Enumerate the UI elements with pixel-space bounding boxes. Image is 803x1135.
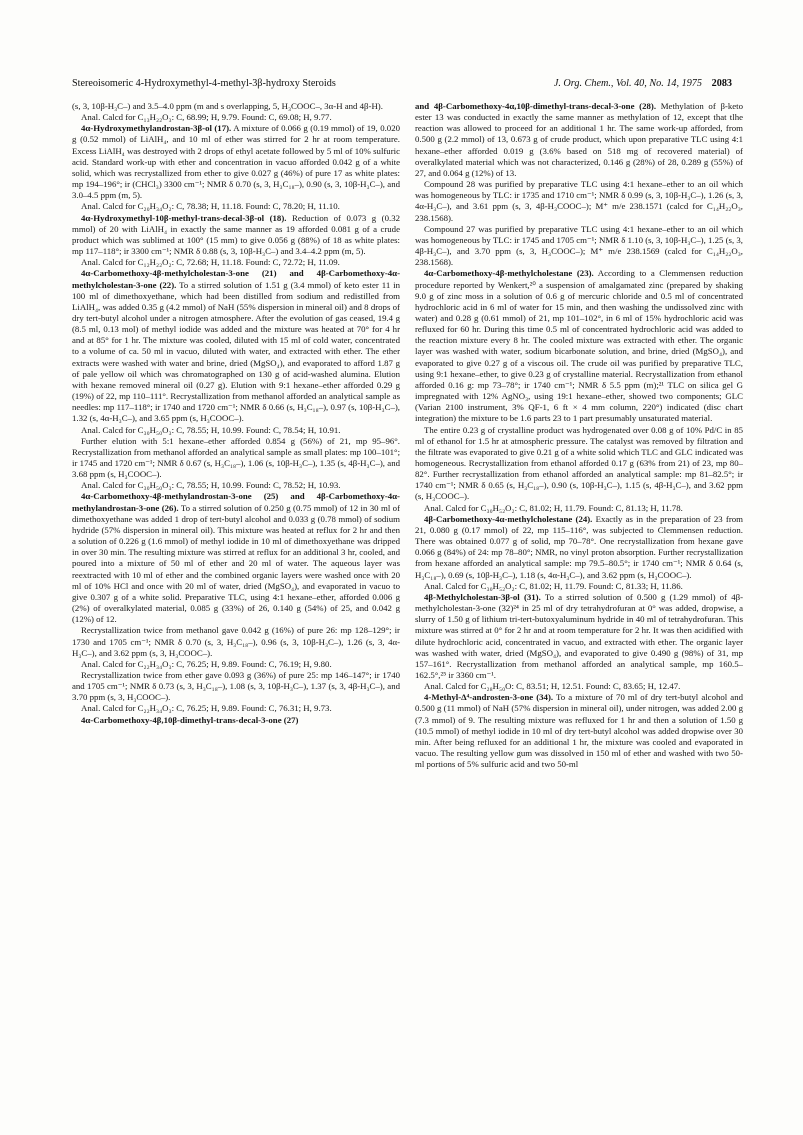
body-paragraph: [415, 681, 743, 692]
paragraph-text: To a stirred solution of 0.250 g (0.75 mmol) of 12 in 30 ml of dimethoxyethane was added 1 drop of tert-butyl alcohol and 0.033 g (0.78 mmol) of sodium hydride (57% dispersion in mineral oil). This mixture was heated at reflux for 2 hr and then a solution of 0.226 g (1.6 mmol) of methyl iodide in 10 ml of dimethoxyethane was dripped in over 30 min. The resulting mixture was stirred at reflux for an additional 3 hr, cooled, and poured into a mixture of 50 ml of ether and 20 ml of water. The aqueous layer was reextracted with 10 ml of ether and the combined organic layers were washed once with 20 ml of 10% HCl and once with 20 ml of water, dried (MgSO₄), and evaporated in vacuo to give 0.307 g of a white solid. Preparative TLC, using 4:1 hexane–ether, afforded 0.006 g (2%) of overalkylated material, 0.085 g (33%) of 26, 0.140 g (54%) of 25, and 0.042 g (12%) of 12.: [72, 502, 400, 625]
section-paragraph: [415, 592, 743, 681]
body-paragraph: [415, 179, 743, 224]
paragraph-text: To a stirred solution of 1.51 g (3.4 mmol) of keto ester 11 in 100 ml of dimethoxyethane, which had been distilled from sodium and redistilled from LiAlH₄, was added 0.35 g (4.2 mmol) of NaH (55% dispersion in mineral oil) and 8 drops of dry tert-butyl alcohol under a nitrogen atmosphere. After the evolution of gas ceased, 19.4 g (8.5 ml, 0.13 mol) of methyl iodide was added and the mixture was heated at 70° for 4 hr and at 85° for 1 hr. The mixture was cooled, diluted with 15 ml of cold water, concentrated to a volume of ca. 50 ml in vacuo, diluted with water, and extracted with ether. The ether extracts were washed with water and brine, dried (MgSO₄), and evaporated to afford 1.87 g of pale yellow oil which was chromatographed on 130 g of acid-washed alumina. Elution with hexane removed mineral oil (0.27 g). Elution with 9:1 hexane–ether afforded 0.29 g (19%) of 22, mp 110–111°. Recrystallization from methanol afforded an analytical sample as needles: mp 117–118°; ir 1740 and 1720 cm⁻¹; NMR δ 0.66 (s, H₃C₁₈–), 0.97 (s, 10β-H₃C–), 1.32 (s, 4α-H₃C–), and 3.65 ppm (s, H₃COOC–).: [72, 279, 400, 424]
section-heading: 4α-Carbomethoxy-4β,10β-dimethyl-trans-decal-3-one (27): [81, 714, 299, 725]
paragraph-text: Recrystallization twice from ether gave 0.093 g (36%) of pure 25: mp 146–147°; ir 1740 and 1705 cm⁻¹; NMR δ 0.73 (s, 3, H₃C₁₈–), 1.08 (s, 3, 10β-H₃C–), 1.37 (s, 3, 4β-H₃C–), and 3.70 ppm (s, 3, H₃COOC–).: [72, 669, 400, 703]
right-column: [415, 101, 743, 1126]
paragraph-text: A mixture of 0.066 g (0.19 mmol) of 19, 0.020 g (0.52 mmol) of LiAlH₄, and 10 ml of ether was stirred for 2 hr at room temperature. Excess LiAlH₄ was destroyed with 2 drops of ethyl acetate followed by 5 ml of 10% sulfuric acid. Standard work-up with ether and concentration in vacuo afforded 0.042 g of a white solid, which was recrystallized from ether to give 0.027 g (46%) of pure 17 as white plates: mp 194–196°; ir (CHCl₃) 3300 cm⁻¹; NMR δ 0.70 (s, 3, H₃C₁₈–), 0.90 (s, 3, 10β-H₃C–), and 3.0–4.5 ppm (m, 5).: [72, 123, 400, 201]
paragraph-text: Reduction of 0.073 g (0.32 mmol) of 20 with LiAlH₄ in exactly the same manner as 19 afforded 0.081 g of a crude product which was sublimed at 100° (15 mm) to give 0.056 g (88%) of 18 as white plates: mp 117–118°; ir 3300 cm⁻¹; NMR δ 0.88 (s, 3, 10β-H₃C–) and 3.4–4.2 ppm (m, 5).: [72, 212, 400, 257]
paragraph-text: Exactly as in the preparation of 23 from 21, 0.080 g (0.17 mmol) of 22, mp 115–116°, was subjected to Clemmensen reduction. There was obtained 0.077 g of solid, mp 70–78°. One recrystallization from hexane gave 0.066 g (84%) of 24: mp 78–80°; NMR, no vinyl proton absorption. Further recrystallization from hexane afforded an analytical sample: mp 79.5–80.5°; ir 1740 cm⁻¹; NMR δ 0.64 (s, H₃C₁₈–), 0.69 (s, 10β-H₃C–), 1.18 (s, 4α-H₃C–), and 3.62 ppm (s, H₃COOC–).: [415, 513, 743, 580]
body-paragraph: [72, 101, 400, 112]
paragraph-text: Compound 27 was purified by preparative TLC using 4:1 hexane–ether to an oil which was homogeneous by TLC: ir 1745 and 1705 cm⁻¹; NMR δ 1.10 (s, 3, 10β-H₃C–), 1.25 (s, 3, 4β-H₃C–), and 3.70 ppm (s, 3, H₃COOC–); M⁺ m/e 238.1569 (calcd for C₁₄H₂₂O₃, 238.1568).: [415, 223, 743, 268]
paragraph-text: Compound 28 was purified by preparative TLC using 4:1 hexane–ether to an oil which was homogeneous by TLC: ir 1735 and 1710 cm⁻¹; NMR δ 0.99 (s, 3, 10β-H₃C–), 1.26 (s, 3, 4α-H₃C–), and 3.61 ppm (s, 3, 4β-H₃COOC–); M⁺ m/e 238.1571 (calcd for C₁₄H₂₂O₃, 238.1568).: [415, 179, 743, 223]
section-heading: 4α-Hydroxymethylandrostan-3β-ol (17).: [81, 123, 232, 134]
paragraph-text: Anal. Calcd for C₂₀H₃₄O₂: C, 78.38; H, 11.18. Found: C, 78.20; H, 11.10.: [81, 201, 340, 212]
section-heading: 4α-Carbomethoxy-4β-methylandrostan-3-one (25) and 4β-Carbomethoxy-4α-methylandrostan-3-one (26).: [72, 491, 400, 513]
section-paragraph: [415, 268, 743, 424]
section-heading: 4α-Carbomethoxy-4β-methylcholestane (23).: [424, 268, 594, 279]
body-paragraph: [72, 670, 400, 703]
body-paragraph: [72, 112, 400, 123]
paragraph-text: Anal. Calcd for C₁₃H₂₂O₃: C, 68.99; H, 9.79. Found: C, 69.08; H, 9.77.: [81, 112, 332, 123]
journal-citation: J. Org. Chem., Vol. 40, No. 14, 1975: [553, 78, 702, 89]
paragraph-text: Anal. Calcd for C₃₀H₅₂O₂: C, 81.02; H, 11.79. Found: C, 81.13; H, 11.78.: [424, 502, 683, 513]
paragraph-text: Anal. Calcd for C₂₂H₃₄O₃: C, 76.25; H, 9.89. Found: C, 76.19; H, 9.80.: [81, 658, 332, 669]
body-paragraph: [72, 703, 400, 714]
paragraph-text: To a stirred solution of 0.500 g (1.29 mmol) of 4β-methylcholestan-3-one (32)²⁴ in 25 ml of dry tetrahydrofuran at 0° was added, dropwise, a slurry of 1.50 g of lithium tri-tert-butoxyaluminum hydride in 40 ml of tetrahydrofuran. This mixture was stirred at 0° for 2 hr and at room temperature for 2 hr. It was then acidified with dilute hydrochloric acid, concentrated in vacuo, and extracted with ether. The organic layer was washed with water, dried (MgSO₄), and evaporated to give 0.490 g (98%) of 31, mp 157–161°. Recrystallization from methanol afforded an analytical sample, mp 160.5–162.5°,²⁵ ir 3360 cm⁻¹.: [415, 591, 743, 680]
body-paragraph: [72, 257, 400, 268]
section-heading: 4α-Hydroxymethyl-10β-methyl-trans-decal-3β-ol (18).: [81, 212, 287, 223]
body-paragraph: [72, 659, 400, 670]
page-number: 2083: [711, 78, 732, 89]
section-heading: 4α-Carbomethoxy-4β-methylcholestan-3-one (21) and 4β-Carbomethoxy-4α-methylcholestan-3-one (22).: [72, 268, 400, 290]
section-heading: 4β-Carbomethoxy-4α-methylcholestane (24).: [424, 513, 593, 524]
section-paragraph: [72, 213, 400, 258]
paragraph-text: To a mixture of 70 ml of dry tert-butyl alcohol and 0.500 g (11 mmol) of NaH (57% dispersion in mineral oil), under nitrogen, was added 2.00 g (7.3 mmol) of 9. The resulting mixture was refluxed for 1 hr and then a solution of 1.50 g (10.5 mmol) of methyl iodide in 10 ml of dry tert-butyl alcohol was added dropwise over 30 min. After being refluxed for an additional 1 hr, the mixture was cooled and evaporated in vacuo. The resulting yellow gum was dissolved in 150 ml of ether and washed with two 50-ml portions of 5% sulfuric acid and two 50-ml: [415, 692, 743, 770]
paragraph-text: Anal. Calcd for C₃₀H₅₂O₂: C, 81.02; H, 11.79. Found: C, 81.33; H, 11.86.: [424, 580, 683, 591]
paragraph-text: The entire 0.23 g of crystalline product was hydrogenated over 0.08 g of 10% Pd/C in 85 ml of ethanol for 1.5 hr at atmospheric pressure. The catalyst was removed by filtration and the filtrate was evaporated to give 0.21 g of a white solid which TLC and GLC indicated was homogeneous. Recrystallization from ethanol afforded 0.17 g (63% from 21) of 23, mp 80–82°. Further recrystallization from ethanol afforded an analytical sample: mp 81–82.5°; ir 1740 cm⁻¹; NMR δ 0.65 (s, H₃C₁₈–), 0.90 (s, 10β-H₃C–), 1.15 (s, 4β-H₃C–), and 3.62 ppm (s, H₃COOC–).: [415, 424, 743, 502]
paragraph-text: Anal. Calcd for C₂₈H₅₀O: C, 83.51; H, 12.51. Found: C, 83.65; H, 12.47.: [424, 681, 681, 692]
paragraph-text: Anal. Calcd for C₂₂H₃₄O₃: C, 76.25; H, 9.89. Found: C, 76.31; H, 9.73.: [81, 703, 332, 714]
section-paragraph: [415, 692, 743, 770]
section-paragraph: [415, 514, 743, 581]
body-paragraph: [415, 503, 743, 514]
paragraph-text: Methylation of β-keto ester 13 was conducted in exactly the same manner as methylation of 12, except that tlhe reaction was allowed to proceed for an additional 1 hr. The same work-up afforded, from 0.500 g (2.2 mmol) of 13, 0.673 g of crude product, which upon preparative TLC using 4:1 hexane–ether afforded 0.019 g (3.6% based on 518 mg of recovered material) of overalkylated material which was not characterized, 0.146 g (28%) of 28, 0.289 g (55%) of 27, and 0.064 g (12%) of 13.: [415, 101, 743, 178]
body-paragraph: [72, 480, 400, 491]
body-paragraph: [72, 425, 400, 436]
paragraph-text: Anal. Calcd for C₁₂H₂₂O₂: C, 72.68; H, 11.18. Found: C, 72.72; H, 11.09.: [81, 257, 340, 268]
paragraph-text: (s, 3, 10β-H₃C–) and 3.5–4.0 ppm (m and s overlapping, 5, H₃COOC–, 3α-H and 4β-H).: [72, 101, 383, 111]
section-heading: and 4β-Carbomethoxy-4α,10β-dimethyl-trans-decal-3-one (28).: [415, 101, 657, 111]
body-paragraph: [72, 201, 400, 212]
paragraph-text: According to a Clemmensen reduction procedure reported by Wenkert,²⁰ a suspension of amalgamated zinc (prepared by shaking 9.0 g of zinc moss in a solution of 0.6 g of mercuric chloride and 0.5 ml of concentrated hydrochloric acid in 6 ml of water for 15 min, and then washing the undissolved zinc with water) and 0.28 g (0.61 mmol) of 21, mp 101–102°, in 6 ml of 15% hydrochloric acid was refluxed for 60 hr. During this time 0.5 ml of concentrated hydrochloric acid was added to the reaction mixture every 8 hr. The cooled mixture was extracted with ether. The organic layer was washed with water, sodium bicarbonate solution, and brine, dried (MgSO₄), and evaporated to give 0.27 g of a viscous oil. The crude oil was purified by preparative TLC, using 9:1 hexane–ether, to give 0.23 g of crystalline material. Recrystallization from ethanol afforded 0.16 g: mp 73–78°; ir 1740 cm⁻¹; NMR δ 5.5 ppm (m);²¹ TLC on silica gel G impregnated with 12% AgNO₃, using 19:1 hexane–ether, showed two components; GLC (Varian 2100 instrument, 3% QF-1, 6 ft × 4 mm column, 220°) indicated (disc chart integration) the mixture to be 1.6 parts 23 to 1 part presumably unsaturated material.: [415, 268, 743, 424]
section-paragraph: [72, 715, 400, 726]
body-paragraph: [415, 425, 743, 503]
body-paragraph: [72, 436, 400, 481]
paragraph-text: Recrystallization twice from methanol gave 0.042 g (16%) of pure 26: mp 128–129°; ir 1730 and 1705 cm⁻¹; NMR δ 0.70 (s, 3, H₃C₁₈–), 0.96 (s, 3, 10β-H₃C–), 1.26 (s, 3, 4α-H₃C–), and 3.62 ppm (s, 3, H₃COOC–).: [72, 625, 400, 658]
section-heading: 4-Methyl-Δ⁴-androsten-3-one (34).: [424, 692, 554, 703]
body-paragraph: [415, 581, 743, 592]
body-paragraph: [72, 625, 400, 658]
section-paragraph: [72, 491, 400, 625]
left-column: [72, 101, 400, 1126]
paragraph-text: Further elution with 5:1 hexane–ether afforded 0.854 g (56%) of 21, mp 95–96°. Recrystallization from methanol afforded an analytical sample as small plates: mp 100–101°; ir 1745 and 1720 cm⁻¹; NMR δ 0.67 (s, H₃C₁₈–), 1.06 (s, 10β-H₃C–), 1.35 (s, 4β-H₃C–), and 3.68 ppm (s, H₃COOC–).: [72, 435, 400, 480]
body-paragraph: [415, 224, 743, 269]
section-paragraph: [72, 123, 400, 201]
running-header: [72, 78, 732, 94]
paragraph-text: Anal. Calcd for C₃₀H₅₀O₃: C, 78.55; H, 10.99. Found: C, 78.52; H, 10.93.: [81, 480, 341, 491]
section-heading: 4β-Methylcholestan-3β-ol (31).: [424, 591, 541, 602]
running-title: Stereoisomeric 4-Hydroxymethyl-4-methyl-3β-hydroxy Steroids: [72, 78, 336, 89]
section-paragraph: [415, 101, 743, 179]
section-paragraph: [72, 268, 400, 424]
paragraph-text: Anal. Calcd for C₃₀H₅₀O₃: C, 78.55; H, 10.99. Found: C, 78.54; H, 10.91.: [81, 424, 341, 435]
